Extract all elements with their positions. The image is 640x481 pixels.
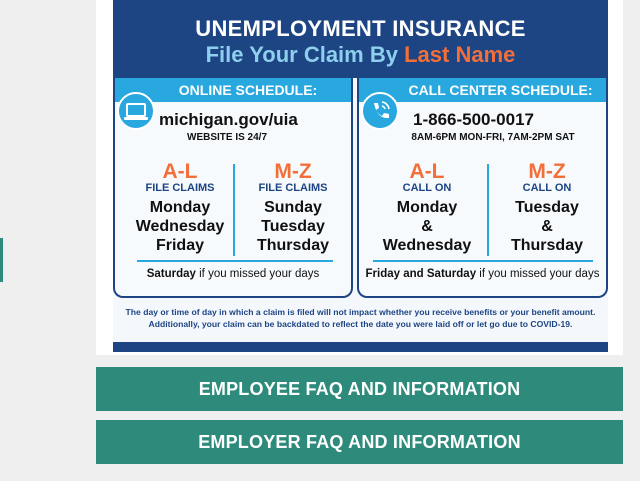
website-note: WEBSITE IS 24/7 <box>187 132 268 143</box>
call-group-mz-days: Tuesday & Thursday <box>510 199 583 254</box>
online-group-mz-letters: M-Z <box>274 160 312 183</box>
online-schedule-header: ONLINE SCHEDULE: <box>115 78 351 102</box>
left-accent-bar <box>0 238 3 282</box>
unemployment-flyer-image <box>113 0 608 352</box>
call-divider <box>487 164 489 256</box>
online-schedule-panel <box>113 78 353 298</box>
flyer-subtitle-highlight: Last Name <box>404 42 516 67</box>
online-group-mz-label: FILE CLAIMS <box>258 182 328 194</box>
call-center-panel <box>357 78 608 298</box>
online-group-mz-days: Sunday Tuesday Thursday <box>256 199 329 254</box>
employer-faq-button[interactable]: EMPLOYER FAQ AND INFORMATION <box>96 420 623 464</box>
call-group-al-days: Monday & Wednesday <box>382 199 472 254</box>
call-group-mz-letters: M-Z <box>528 160 566 183</box>
website-url: michigan.gov/uia <box>159 110 298 129</box>
online-group-al-label: FILE CLAIMS <box>145 182 215 194</box>
online-divider <box>233 164 235 256</box>
flyer-title: UNEMPLOYMENT INSURANCE <box>195 16 526 41</box>
online-footer: Saturday if you missed your days <box>146 268 320 280</box>
call-center-header: CALL CENTER SCHEDULE: <box>359 78 606 102</box>
call-group-mz-label: CALL ON <box>522 182 572 194</box>
call-footer: Friday and Saturday if you missed your days <box>365 268 600 280</box>
call-group-al-letters: A-L <box>409 160 445 183</box>
call-center-phone: 1-866-500-0017 <box>413 110 534 129</box>
online-group-al-days: Monday Wednesday Friday <box>135 199 225 254</box>
flyer-banner <box>113 0 608 78</box>
call-group-al-label: CALL ON <box>402 182 452 194</box>
employee-faq-button[interactable]: EMPLOYEE FAQ AND INFORMATION <box>96 367 623 411</box>
laptop-icon <box>117 92 155 130</box>
flyer-disclaimer: The day or time of day in which a claim is filed will not impact whether you receive benefits or your benefit amount. Additionally, your claim can be backdated to reflect the date you were laid off or let go due to COVID-19. <box>125 307 596 329</box>
call-center-hours: 8AM-6PM MON-FRI, 7AM-2PM SAT <box>411 132 575 143</box>
call-footer-rule <box>373 260 593 262</box>
online-footer-rule <box>137 260 333 262</box>
flyer-subtitle-prefix: File Your Claim By <box>205 42 398 67</box>
flyer-subtitle <box>113 42 608 68</box>
phone-icon <box>361 92 399 130</box>
online-group-al-letters: A-L <box>162 160 198 183</box>
